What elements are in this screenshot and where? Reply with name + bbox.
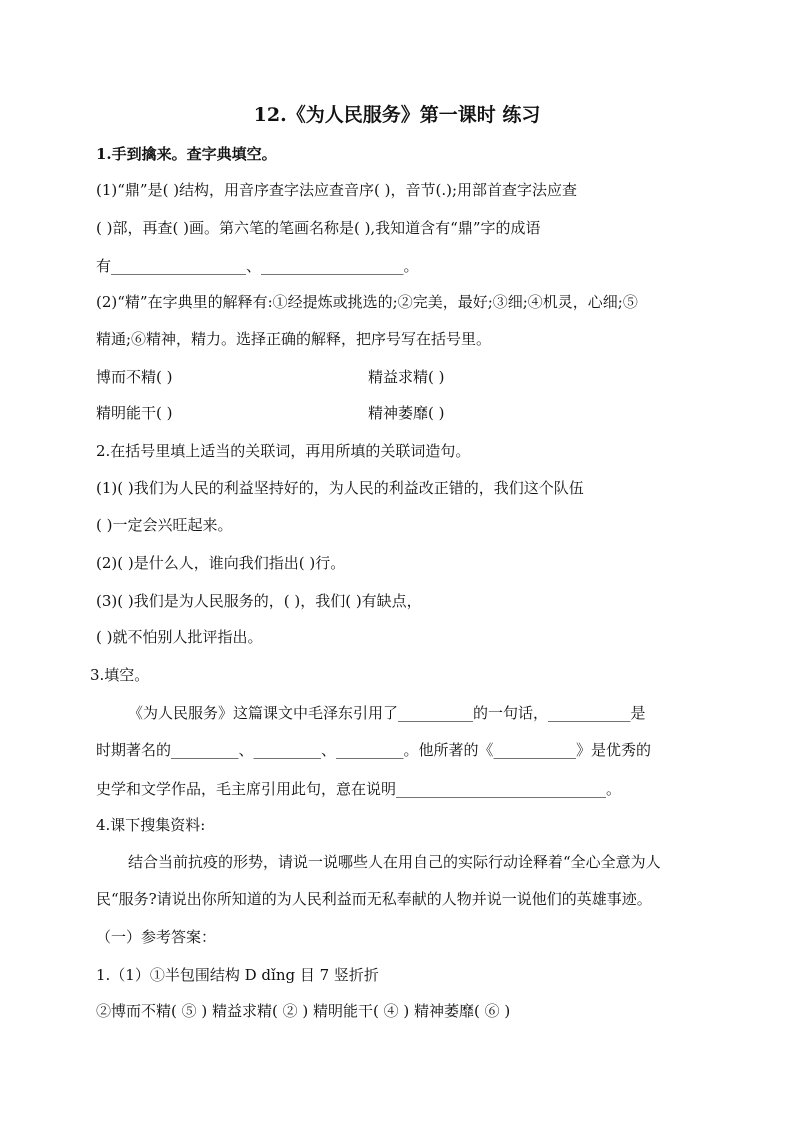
idiom-item: 精神萎靡( ) <box>368 404 445 422</box>
page-title: 12.《为人民服务》第一课时 练习 <box>253 104 541 126</box>
q1-part1-line2: ( )部，再查( )画。第六笔的笔画名称是( ),我知道含有“鼎”字的成语 <box>96 219 541 237</box>
idiom-item: 精明能干( ) <box>96 404 173 422</box>
q1-part1-line1: (1)“鼎”是( )结构，用音序查字法应查音序( )，音节(.);用部首查字法应查 <box>96 181 578 199</box>
answers-heading: （一）参考答案： <box>96 928 217 946</box>
q3-line3: 史学和文学作品，毛主席引用此句，意在说明____________________________。 <box>96 780 622 798</box>
q1-part1-line3: 有__________________、___________________。 <box>96 257 419 275</box>
answers-line1: 1.（1）①半包围结构 D dǐng 目 7 竖折折 <box>96 966 379 984</box>
q2-item3-line1: (3)( )我们是为人民服务的，( )，我们( )有缺点， <box>96 592 422 610</box>
q2-heading: 2.在括号里填上适当的关联词，再用所填的关联词造句。 <box>96 442 471 460</box>
q1-part2-line2: 精通;⑥精神，精力。选择正确的解释，把序号写在括号里。 <box>96 330 492 348</box>
q2-item2: (2)( )是什么人，谁向我们指出( )行。 <box>96 554 346 572</box>
q4-line2: 民“服务?请说出你所知道的为人民利益而无私奉献的人物并说一说他们的英雄事迹。 <box>96 890 652 908</box>
q4-heading: 4.课下搜集资料: <box>96 816 206 834</box>
q3-heading: 3.填空。 <box>90 666 150 684</box>
q1-part2-line1: (2)“精”在字典里的解释有:①经提炼或挑选的;②完美，最好;③细;④机灵，心细;⑤ <box>96 293 638 311</box>
idiom-item: 博而不精( ) <box>96 368 173 386</box>
q2-item1-line2: ( )一定会兴旺起来。 <box>96 516 233 534</box>
q4-line1: 结合当前抗疫的形势，请说一说哪些人在用自己的实际行动诠释着“全心全意为人 <box>128 853 661 871</box>
answers-line2: ②博而不精( ⑤ ) 精益求精( ② ) 精明能干( ④ ) 精神萎靡( ⑥ ) <box>96 1002 511 1020</box>
q3-line1: 《为人民服务》这篇课文中毛泽东引用了__________的一句话，___________是 <box>128 704 646 722</box>
q2-item3-line2: ( )就不怕别人批评指出。 <box>96 628 263 646</box>
idiom-item: 精益求精( ) <box>368 368 445 386</box>
q1-heading: 1.手到擒来。查字典填空。 <box>96 145 277 163</box>
q2-item1-line1: (1)( )我们为人民的利益坚持好的，为人民的利益改正错的，我们这个队伍 <box>96 479 584 497</box>
q3-line2: 时期著名的_________、_________、_________。他所著的《___________》是优秀的 <box>96 741 652 759</box>
